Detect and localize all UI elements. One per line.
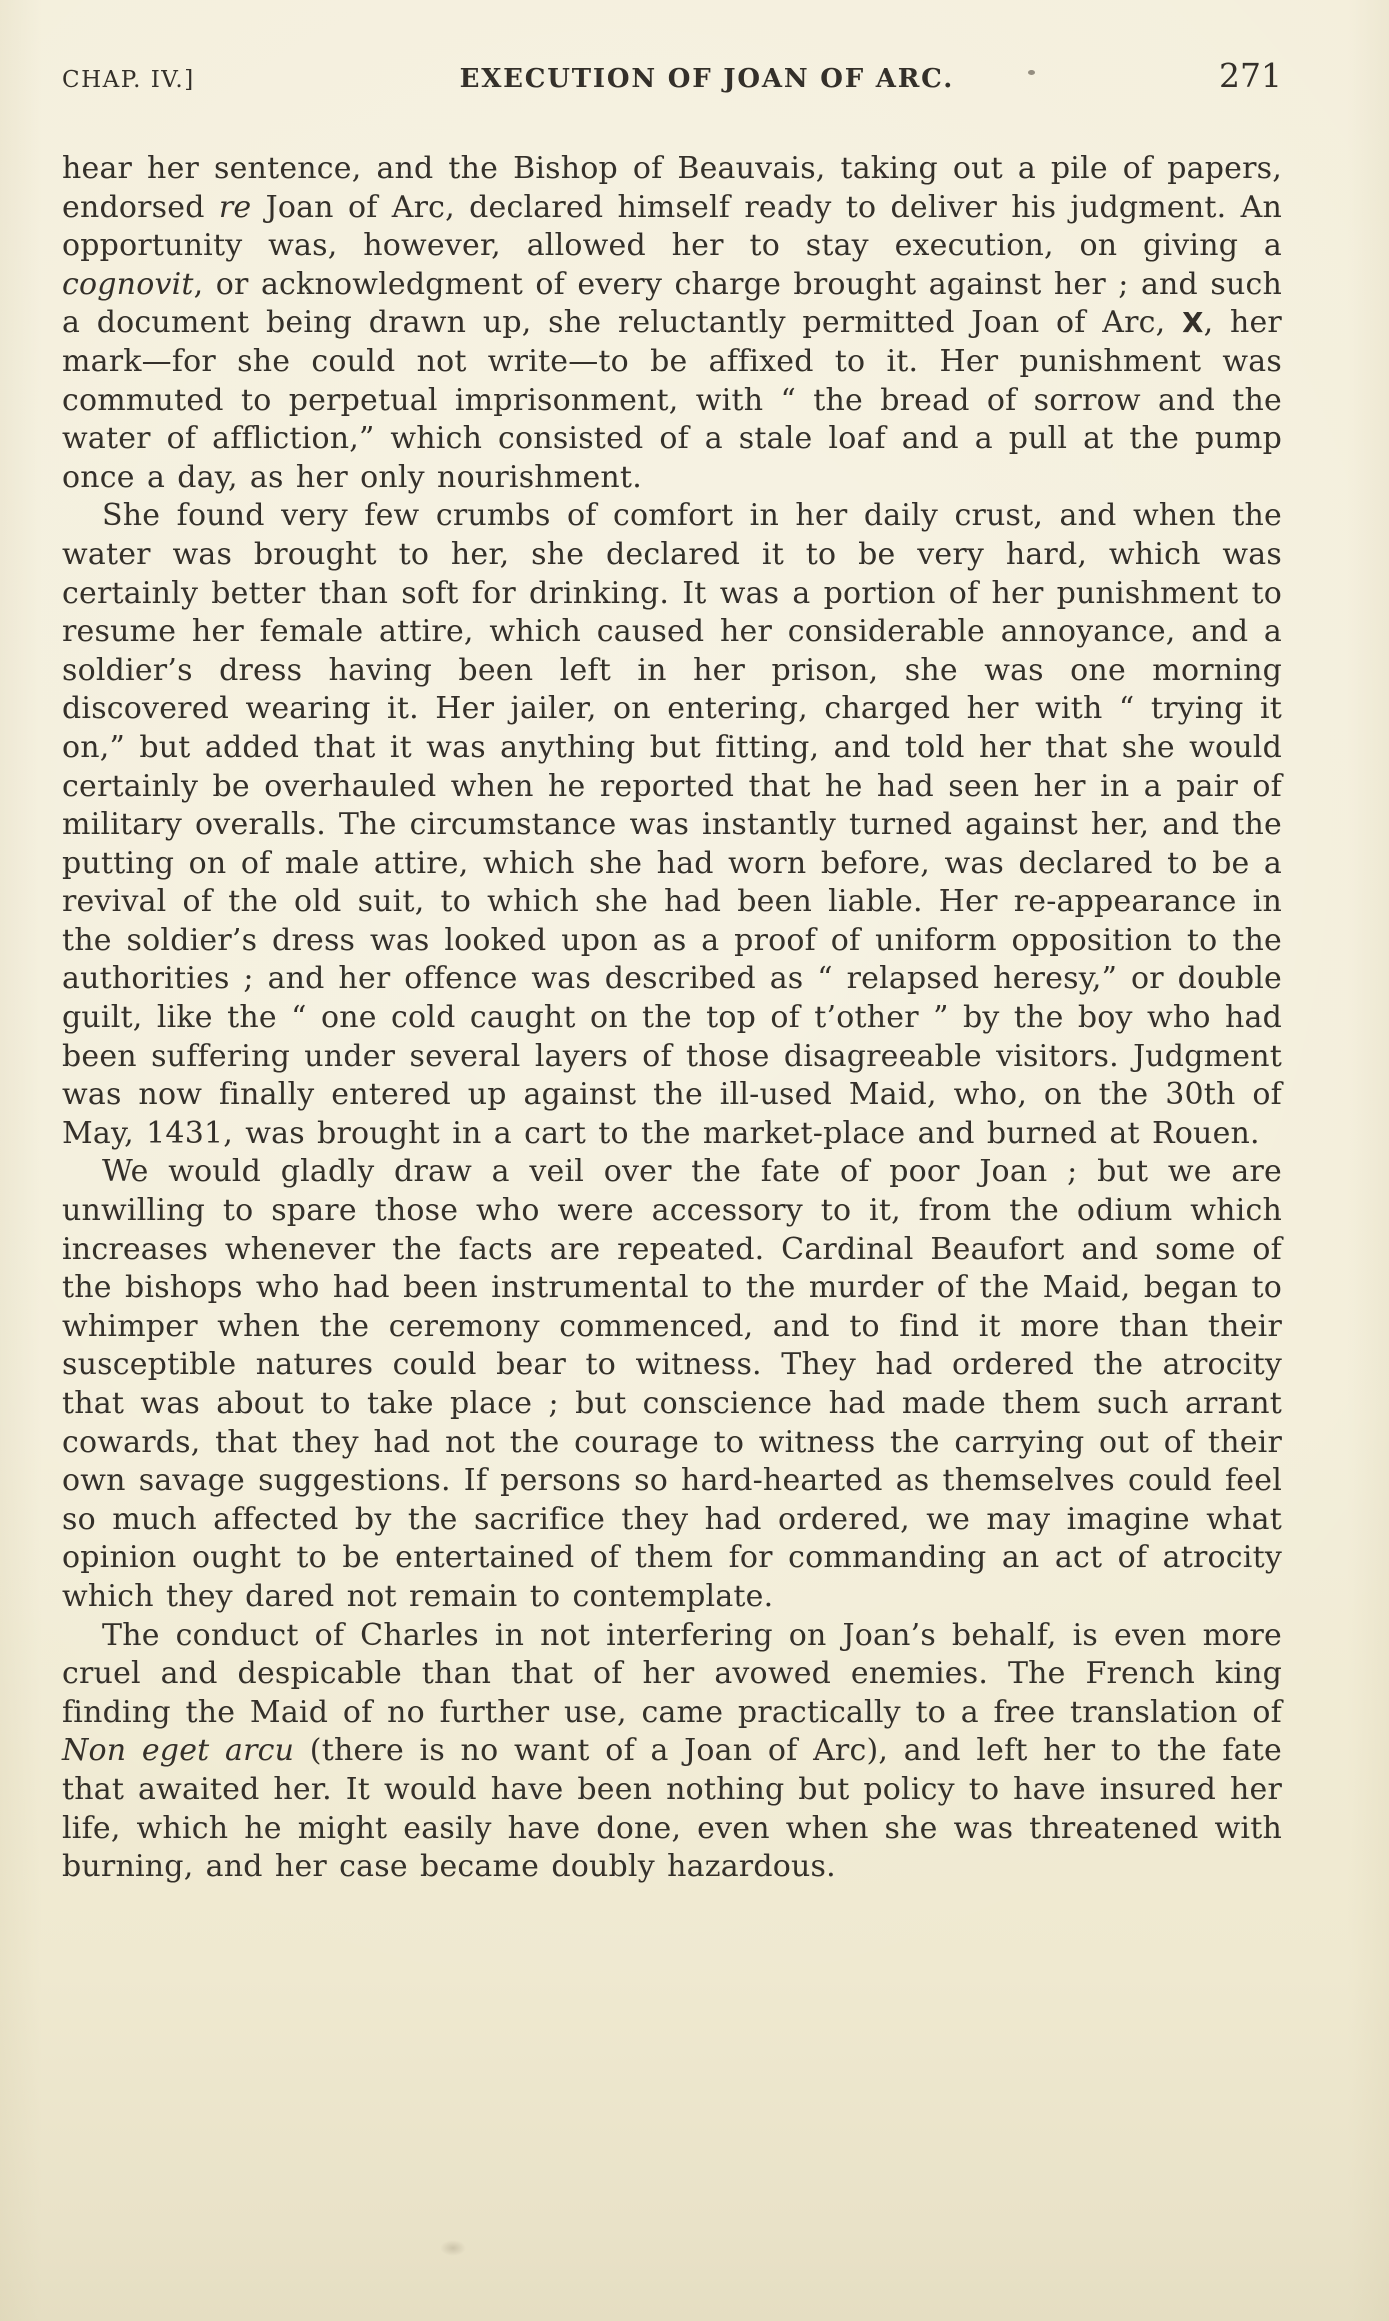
paragraph-4 — [62, 1617, 1282, 1887]
text-segment: She found very few crumbs of comfort in her daily crust, and when the water was brought to her, she declared it to be very hard, which was certainly better than soft for drinking. It was a portion of her punishment to resume her female attire, which caused her considerable annoyance, and a soldier’s dress having been left in her prison, she was one morning discovered wearing it. Her jailer, on entering, charged her with “ trying it on,” but added that it was anything but fitting, and told her that she would certainly be overhauled when he reported that he had seen her in a pair of military overalls. The circumstance was instantly turned against her, and the putting on of male attire, which she had worn before, was declared to be a revival of the old suit, to which she had been liable. Her re-appearance in the soldier’s dress was looked upon as a proof of uniform opposition to the authorities ; and her offence was described as “ relapsed heresy,” or double guilt, like the “ one cold caught on the top of t’other ” by the boy who had been suffering under several layers of those disagreeable visitors. Judgment was now finally entered up against the ill-used Maid, who, on the 30th of May, 1431, was brought in a cart to the market-place and burned at Rouen. — [62, 498, 1282, 1151]
chapter-label: CHAP. IV.] — [62, 67, 195, 93]
text-segment: , or acknowledgment of every charge brought against her ; and such a document being drawn up, she reluctantly permitted Joan of Arc, — [62, 266, 1282, 341]
paragraph-3 — [62, 1153, 1282, 1616]
text-segment: The conduct of Charles in not interfering on Joan’s behalf, is even more cruel and despicable than that of her avowed enemies. The French king finding the Maid of no further use, came practically to a free translation of — [62, 1617, 1282, 1730]
text-segment: , her mark—for she could not write—to be affixed to it. Her punishment was commuted to perpetual imprisonment, with “ the bread of sorrow and the water of affliction,” which consisted of a stale loaf and a pull at the pump once a day, as her only nourishment. — [62, 305, 1282, 495]
running-title: EXECUTION OF JOAN OF ARC. — [459, 64, 955, 94]
scan-smudge — [440, 2240, 466, 2256]
joan-mark-x: X — [1182, 306, 1204, 340]
text-segment: Joan of Arc, declared himself ready to deliver his judgment. An opportunity was, however, allowed her to stay execution, on giving a — [62, 189, 1282, 264]
text-segment: hear her sentence, and the Bishop of Beauvais, taking out a pile of papers, endorsed — [62, 151, 1282, 225]
page-body — [62, 150, 1282, 1887]
latin-term: re — [218, 189, 252, 225]
latin-term: Non eget arcu — [62, 1733, 295, 1769]
latin-term: cognovit — [62, 266, 194, 302]
page-header — [62, 56, 1282, 95]
text-segment: We would gladly draw a veil over the fate of poor Joan ; but we are unwilling to spare those who were accessory to it, from the odium which increases whenever the facts are repeated. Cardinal Beaufort and some of the bishops who had been instrumental to the murder of the Maid, began to whimper when the ceremony commenced, and to find it more than their susceptible natures could bear to witness. They had ordered the atrocity that was about to take place ; but conscience had made them such arrant cowards, that they had not the courage to witness the carrying out of their own savage suggestions. If persons so hard-hearted as themselves could feel so much affected by the sacrifice they had ordered, we may imagine what opinion ought to be entertained of them for commanding an act of atrocity which they dared not remain to contemplate. — [62, 1154, 1282, 1614]
paragraph-1 — [62, 150, 1282, 497]
page-number: 271 — [1219, 56, 1282, 95]
text-segment: (there is no want of a Joan of Arc), and left her to the fate that awaited her. It would have been nothing but policy to have insured her life, which he might easily have done, even when she was threatened with burning, and her case became doubly hazardous. — [62, 1733, 1282, 1885]
paragraph-2 — [62, 497, 1282, 1153]
